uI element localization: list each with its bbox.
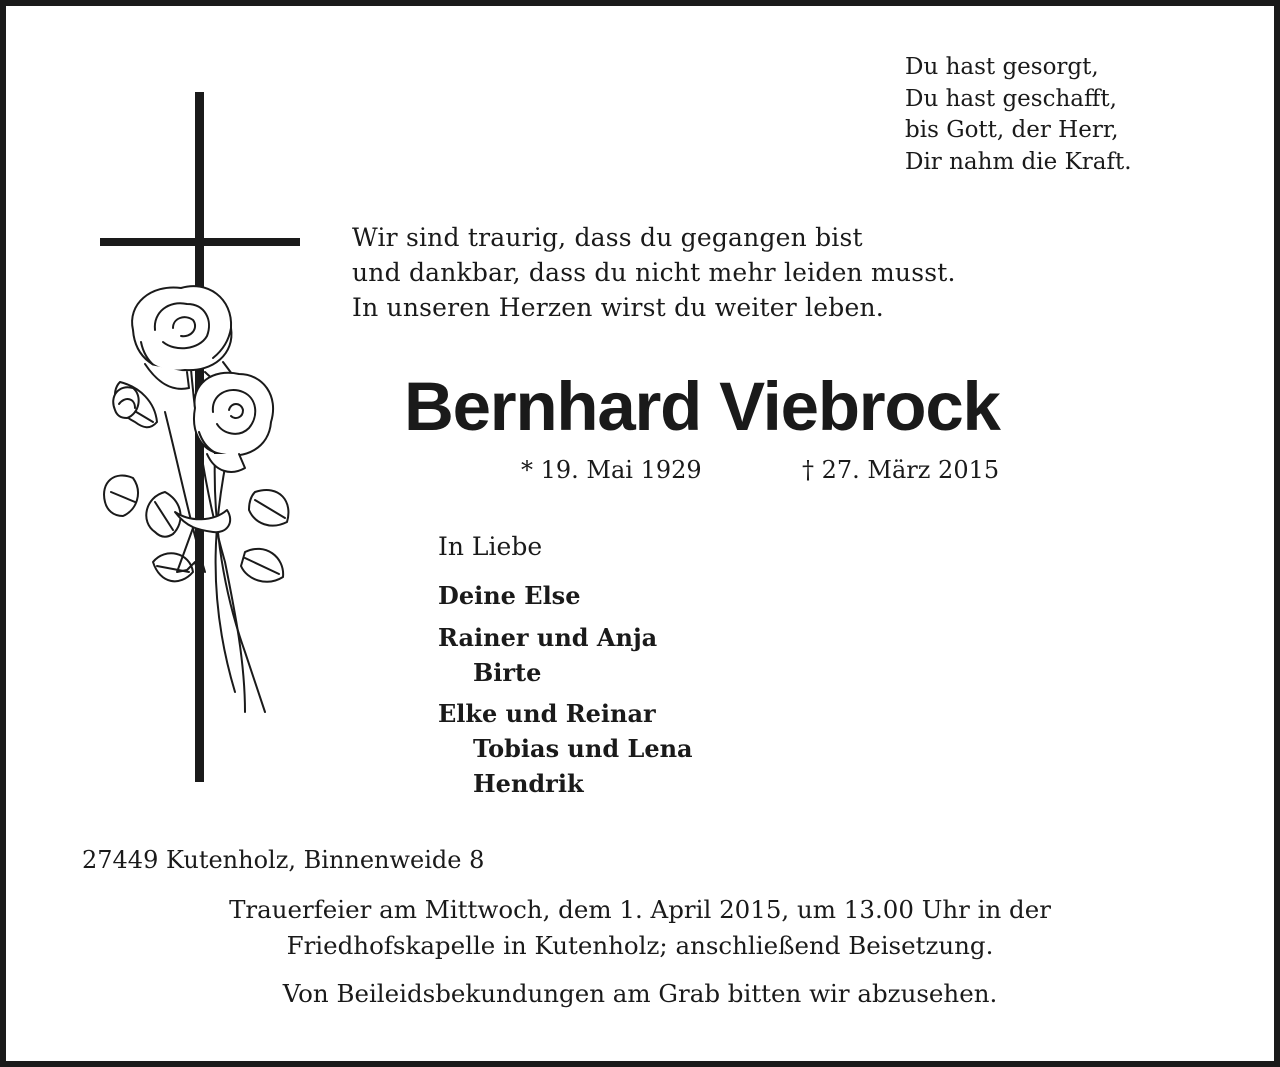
mourner-name: Tobias und Lena <box>473 734 693 763</box>
poem-line: bis Gott, der Herr, <box>905 117 1119 143</box>
cross-with-roses-icon <box>95 92 305 787</box>
mourner-name: Hendrik <box>473 769 584 798</box>
death-date: † 27. März 2015 <box>802 456 1000 484</box>
poem <box>905 52 1132 178</box>
condolence-request: Von Beileidsbekundungen am Grab bitten wir abzusehen. <box>282 979 998 1008</box>
mourner-name: Elke und Reinar <box>438 699 656 728</box>
verse-line: und dankbar, dass du nicht mehr leiden musst. <box>352 258 956 287</box>
birth-date: * 19. Mai 1929 <box>521 456 702 484</box>
poem-line: Du hast gesorgt, <box>905 54 1099 80</box>
address: 27449 Kutenholz, Binnenweide 8 <box>82 846 485 874</box>
deceased-name: Bernhard Viebrock <box>404 368 1000 445</box>
mourner-name: Deine Else <box>438 581 581 610</box>
mourning-verse <box>352 220 956 325</box>
mourner-name: Rainer und Anja <box>438 623 658 652</box>
funeral-info-line: Trauerfeier am Mittwoch, dem 1. April 2015, um 13.00 Uhr in der <box>229 895 1051 924</box>
poem-line: Dir nahm die Kraft. <box>905 148 1132 175</box>
poem-line: Du hast geschafft, <box>905 85 1117 112</box>
verse-line: In unseren Herzen wirst du weiter leben. <box>352 293 884 322</box>
verse-line: Wir sind traurig, dass du gegangen bist <box>352 223 863 252</box>
funeral-info-line: Friedhofskapelle in Kutenholz; anschließend Beisetzung. <box>286 931 994 960</box>
in-love-intro: In Liebe <box>438 532 543 561</box>
mourner-name: Birte <box>473 658 542 687</box>
